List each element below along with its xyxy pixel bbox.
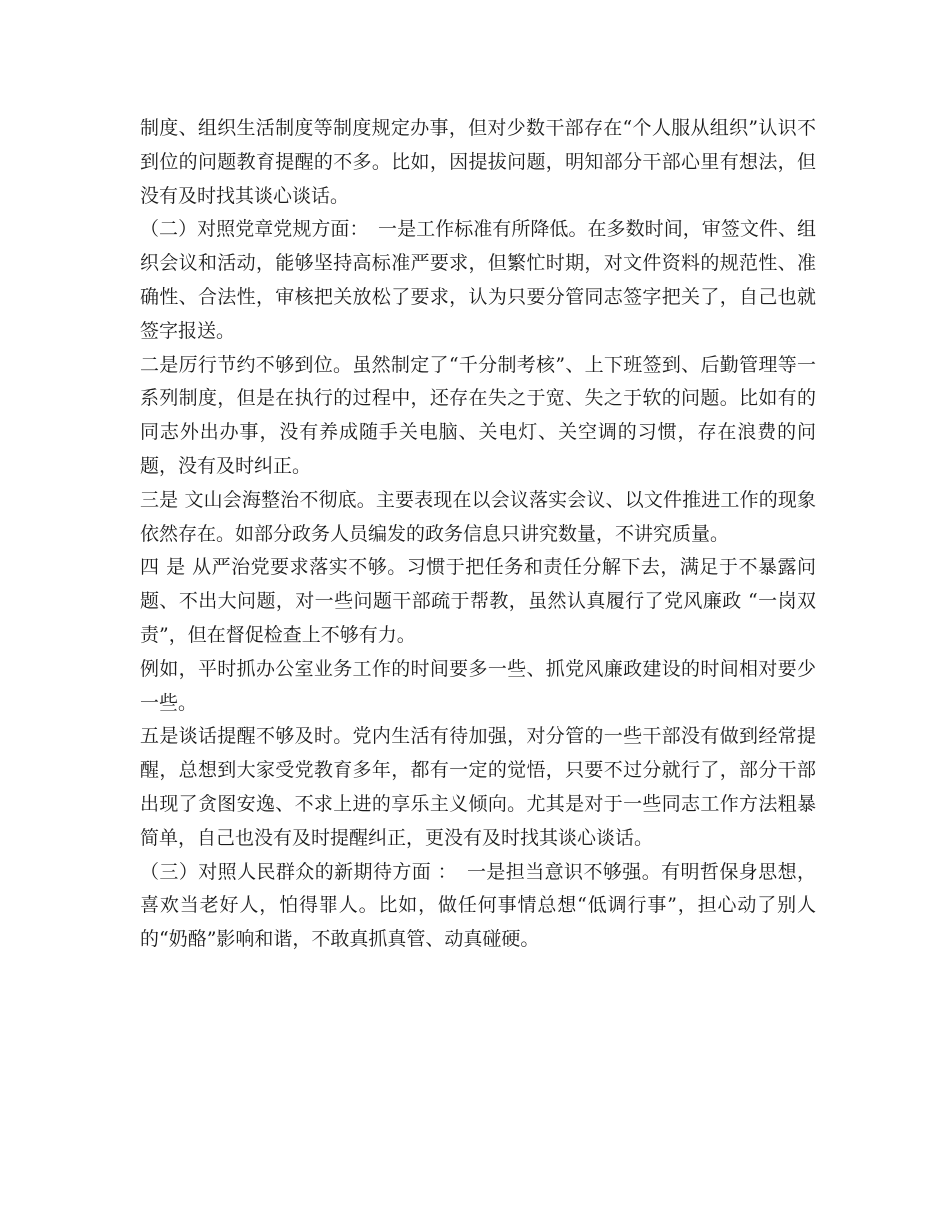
document-page	[140, 112, 816, 957]
paragraph-5: 四 是 从严治党要求落实不够。习惯于把任务和责任分解下去，满足于不暴露问题、不出大问题，对一些问题干部疏于帮教，虽然认真履行了党风廉政 “一岗双责”，但在督促检查上不够有力。	[140, 556, 816, 646]
paragraph-4: 三是 文山会海整治不彻底。主要表现在以会议落实会议、以文件推进工作的现象依然存在。如部分政务人员编发的政务信息只讲究数量，不讲究质量。	[140, 488, 816, 545]
paragraph-8: （三）对照人民群众的新期待方面 ： 一是担当意识不够强。有明哲保身思想，喜欢当老好人，怕得罪人。比如，做任何事情总想“低调行事”，担心动了别人的“奶酪”影响和谐，不敢真抓真管、动真碰硬。	[140, 860, 816, 951]
paragraph-7: 五是谈话提醒不够及时。党内生活有待加强，对分管的一些干部没有做到经常提醒，总想到大家受党教育多年，都有一定的觉悟，只要不过分就行了，部分干部出现了贪图安逸、不求上进的享乐主义倾向。尤其是对于一些同志工作方法粗暴简单，自己也没有及时提醒纠正，更没有及时找其谈心谈话。	[140, 725, 816, 849]
paragraph-2: （二）对照党章党规方面： 一是工作标准有所降低。在多数时间，审签文件、组织会议和活动，能够坚持高标准严要求，但繁忙时期，对文件资料的规范性、准确性、合法性，审核把关放松了要求，认为只要分管同志签字把关了，自己也就签字报送。	[140, 218, 816, 342]
paragraph-1: 制度、组织生活制度等制度规定办事，但对少数干部存在“个人服从组织”认识不到位的问题教育提醒的不多。比如，因提拔问题，明知部分干部心里有想法，但没有及时找其谈心谈话。	[140, 117, 816, 207]
paragraph-6: 例如，平时抓办公室业务工作的时间要多一些、抓党风廉政建设的时间相对要少一些。	[140, 657, 816, 714]
paragraph-3: 二是厉行节约不够到位。虽然制定了“千分制考核”、上下班签到、后勤管理等一系列制度，但是在执行的过程中，还存在失之于宽、失之于软的问题。比如有的同志外出办事，没有养成随手关电脑、关电灯、关空调的习惯，存在浪费的问题，没有及时纠正。	[140, 353, 816, 477]
